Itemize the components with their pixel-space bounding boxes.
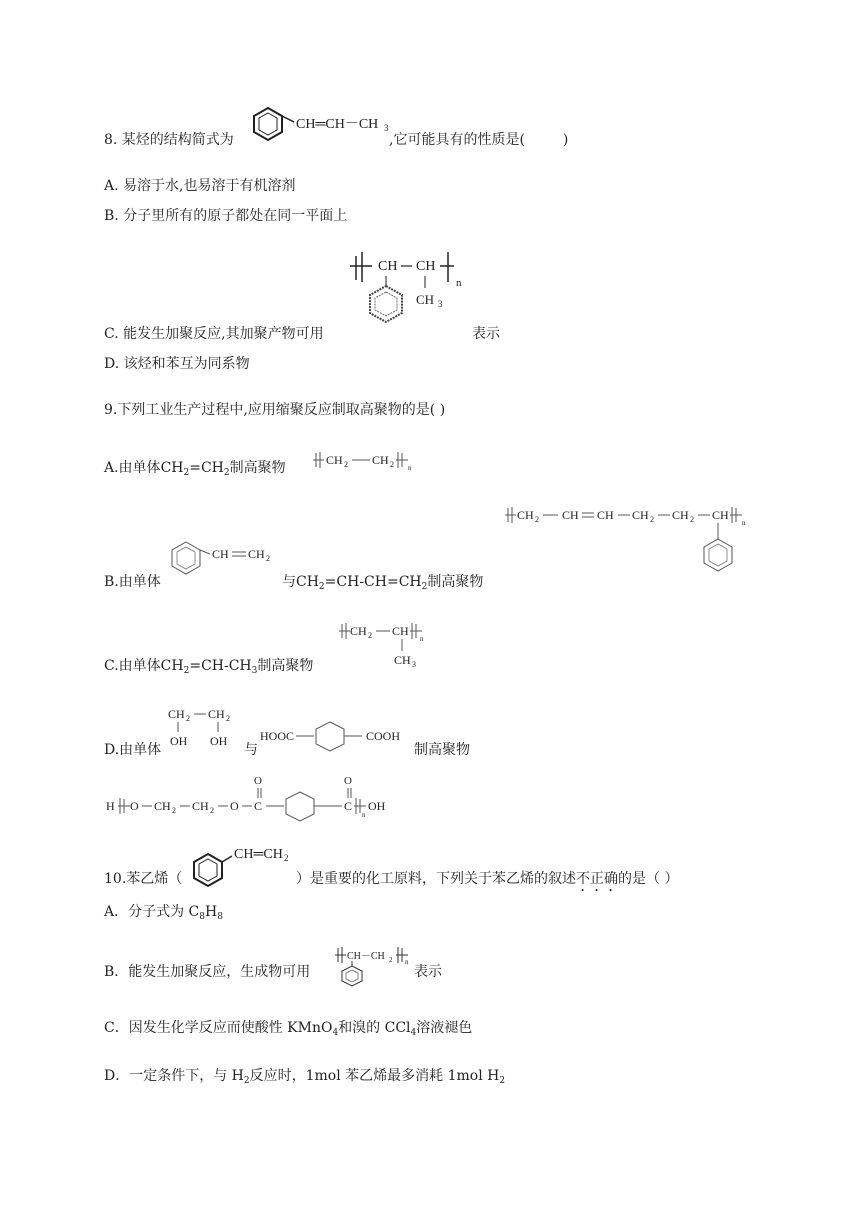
q9-dp-c1: C xyxy=(254,799,263,813)
q10-b-polymer-image xyxy=(334,944,414,988)
q8-option-d-text: D. 该烃和苯互为同系物 xyxy=(104,356,250,372)
q8-stem-tail xyxy=(389,130,568,150)
q9-a-ch2a: CH xyxy=(326,453,343,467)
q10-stem-mid: ）是重要的化工原料，下列关于苯乙烯的叙述 xyxy=(296,871,576,887)
q9-b-sty-ch: CH xyxy=(212,547,229,561)
q8-option-c-post: 表示 xyxy=(472,326,500,342)
q10-stem-post: 的是（ ） xyxy=(618,871,679,887)
q10-struct-text: CH═CH xyxy=(234,847,283,862)
q8-poly-ch3-sub: 3 xyxy=(438,299,443,309)
q10-stem xyxy=(104,869,182,889)
q10-stem-pre: 10.苯乙烯（ xyxy=(104,871,183,887)
q10-option-c xyxy=(104,1018,472,1043)
q9-b-polymer-image xyxy=(504,503,754,585)
q8-structure-image xyxy=(246,100,396,148)
q8-stem-close: ) xyxy=(562,132,569,148)
q10-option-a-sub1: 8 xyxy=(199,912,206,922)
q9-b-styrene-image xyxy=(164,536,284,588)
q9-option-a-post: 制高聚物 xyxy=(229,460,286,476)
q9-option-a xyxy=(104,458,286,483)
q10-struct-sub: 2 xyxy=(284,853,289,863)
q9-b-sty-sub: 2 xyxy=(266,554,270,563)
q8-struct-sub: 3 xyxy=(384,123,389,133)
q10-option-d-sub1: 2 xyxy=(243,1076,250,1086)
q10-option-c-post: 溶液褪色 xyxy=(416,1020,473,1036)
q9-b-n: n xyxy=(742,519,746,527)
q9-stem xyxy=(104,400,445,420)
q8-option-c-pre: C. 能发生加聚反应,其加聚产物可用 xyxy=(104,326,324,342)
q9-b-s4: 2 xyxy=(650,515,654,524)
q10-styrene-image xyxy=(188,842,296,888)
q8-stem-pre: 8. 某烃的结构简式为 xyxy=(104,132,234,148)
q8-option-a-text: A. 易溶于水,也易溶于有机溶剂 xyxy=(104,178,296,194)
q8-option-a xyxy=(104,176,295,196)
q9-dp-o1: O xyxy=(130,799,139,813)
q9-d-glycol-image xyxy=(164,702,244,752)
q9-d-hooc: HOOC xyxy=(260,729,295,743)
q9-option-b-pre: B.由单体 xyxy=(104,574,161,590)
q10-option-c-pre: C．因发生化学反应而使酸性 KMnO xyxy=(104,1020,333,1036)
q10-b-poly-n: n xyxy=(405,958,409,966)
q9-option-c-post: 制高聚物 xyxy=(257,658,314,674)
q10-option-b-tail xyxy=(414,962,442,982)
q10-option-b-pre: B．能发生加聚反应，生成物可用 xyxy=(104,964,311,980)
q9-a-n: n xyxy=(408,464,412,472)
q9-dp-o4: O xyxy=(344,775,352,787)
q10-stem-tail xyxy=(296,869,678,895)
q10-stem-emph: 不正确 xyxy=(576,871,618,887)
q9-c-ch3: CH xyxy=(394,653,411,667)
q9-d-g-oh2: OH xyxy=(210,734,228,748)
q10-option-a-pre: A．分子式为 C xyxy=(104,904,200,920)
q9-option-c xyxy=(104,656,313,681)
q9-d-g-oh1: OH xyxy=(170,734,188,748)
q9-option-c-monomer: $CH_2=CH-CH_3$ xyxy=(160,658,258,676)
q10-option-b-post: 表示 xyxy=(414,964,442,980)
q10-option-d-pre: D．一定条件下，与 H xyxy=(104,1068,244,1084)
q9-b-s1: 2 xyxy=(535,515,539,524)
q9-dp-oh: OH xyxy=(368,799,386,813)
q10-b-poly-text: CH－CH xyxy=(347,951,385,962)
q9-dp-ch2a: CH xyxy=(154,799,171,813)
q10-option-d-sub2: 2 xyxy=(499,1076,506,1086)
q8-poly-n: n xyxy=(456,277,462,289)
q10-option-a xyxy=(104,902,223,927)
q10-option-d-mid: 反应时，1mol 苯乙烯最多消耗 1mol H xyxy=(249,1068,500,1084)
q9-dp-c2: C xyxy=(344,799,353,813)
q9-c-polymer-image xyxy=(338,618,428,674)
q9-dp-n: n xyxy=(362,811,366,819)
q9-option-b-tail xyxy=(282,572,483,597)
q9-a-ch2b: CH xyxy=(372,453,389,467)
q9-b-sty-ch2: CH xyxy=(248,547,265,561)
q10-option-b xyxy=(104,962,310,982)
q9-b-t6: CH xyxy=(712,508,729,522)
q9-dp-h: H xyxy=(106,799,115,813)
q9-dp-o3: O xyxy=(254,775,262,787)
q10-option-d xyxy=(104,1066,505,1091)
q9-b-t5: CH xyxy=(672,508,689,522)
q9-b-t2: CH xyxy=(562,508,579,522)
q8-option-c-tail xyxy=(472,324,500,344)
q9-option-d-pre: D.由单体 xyxy=(104,742,162,758)
q9-option-d-mid: 与 xyxy=(244,742,258,758)
q9-option-b-mid: 与 xyxy=(282,574,296,590)
q8-option-b-text: B. 分子里所有的原子都处在同一平面上 xyxy=(104,208,348,224)
q8-stem xyxy=(104,130,234,150)
q9-option-b-post: 制高聚物 xyxy=(427,574,484,590)
q9-b-t1: CH xyxy=(517,508,534,522)
q9-option-b xyxy=(104,572,161,592)
q8-polymer-image xyxy=(348,242,470,342)
q9-d-g-ch2b: CH xyxy=(208,707,225,721)
q9-d-polymer-image xyxy=(104,770,400,828)
q9-b-t4: CH xyxy=(632,508,649,522)
q10-option-c-sub2: 4 xyxy=(410,1028,417,1038)
q9-option-c-pre: C.由单体 xyxy=(104,658,161,674)
q10-option-a-h: H xyxy=(205,904,218,920)
q9-a-polymer-image xyxy=(312,446,422,474)
q9-d-cooh: COOH xyxy=(366,729,401,743)
q9-option-b-monomer: $CH_2=CH-CH=CH_2$ xyxy=(296,574,428,592)
q9-d-g-ch2a: CH xyxy=(168,707,185,721)
q8-stem-post: ,它可能具有的性质是( xyxy=(389,132,525,148)
q9-c-sub3: 3 xyxy=(412,660,416,669)
q10-option-a-sub2: 8 xyxy=(217,912,223,922)
q8-option-b xyxy=(104,206,347,226)
q9-option-d xyxy=(104,740,161,760)
q9-c-ch2: CH xyxy=(350,624,367,638)
q9-option-a-monomer: $CH_2=CH_2$ xyxy=(160,460,230,478)
q9-option-d-tail xyxy=(414,740,470,760)
q9-option-a-pre: A.由单体 xyxy=(104,460,161,476)
q9-a-sub2: 2 xyxy=(390,460,394,469)
q8-option-c xyxy=(104,324,324,344)
q9-c-sub: 2 xyxy=(368,631,372,640)
q9-c-ch: CH xyxy=(392,624,409,638)
q9-option-d-post: 制高聚物 xyxy=(414,742,470,758)
q9-d-g-s1: 2 xyxy=(186,714,190,723)
q9-dp-o2: O xyxy=(230,799,239,813)
q8-option-d xyxy=(104,354,250,374)
q8-poly-ch1: CH xyxy=(378,259,398,274)
q9-option-d-mid-wrap xyxy=(244,740,258,760)
q8-poly-ch2: CH xyxy=(416,259,436,274)
q9-d-g-s2: 2 xyxy=(226,714,230,723)
q10-b-poly-sub: 2 xyxy=(389,956,393,964)
q9-b-t3: CH xyxy=(597,508,614,522)
q10-option-c-sub1: 4 xyxy=(332,1028,339,1038)
q10-option-c-mid: 和溴的 CCl xyxy=(338,1020,411,1036)
q9-c-n: n xyxy=(420,635,424,643)
q8-poly-ch3: CH xyxy=(416,292,435,307)
q9-dp-ch2b: CH xyxy=(192,799,209,813)
q9-stem-text: 9.下列工业生产过程中,应用缩聚反应制取高聚物的是( ) xyxy=(104,402,446,418)
q9-d-acid-image xyxy=(258,718,414,758)
q9-b-s5: 2 xyxy=(690,515,694,524)
q8-struct-text: CH═CH－CH xyxy=(296,117,379,132)
q9-dp-s2: 2 xyxy=(210,806,214,815)
q9-dp-s1: 2 xyxy=(172,806,176,815)
q9-a-sub1: 2 xyxy=(344,460,348,469)
